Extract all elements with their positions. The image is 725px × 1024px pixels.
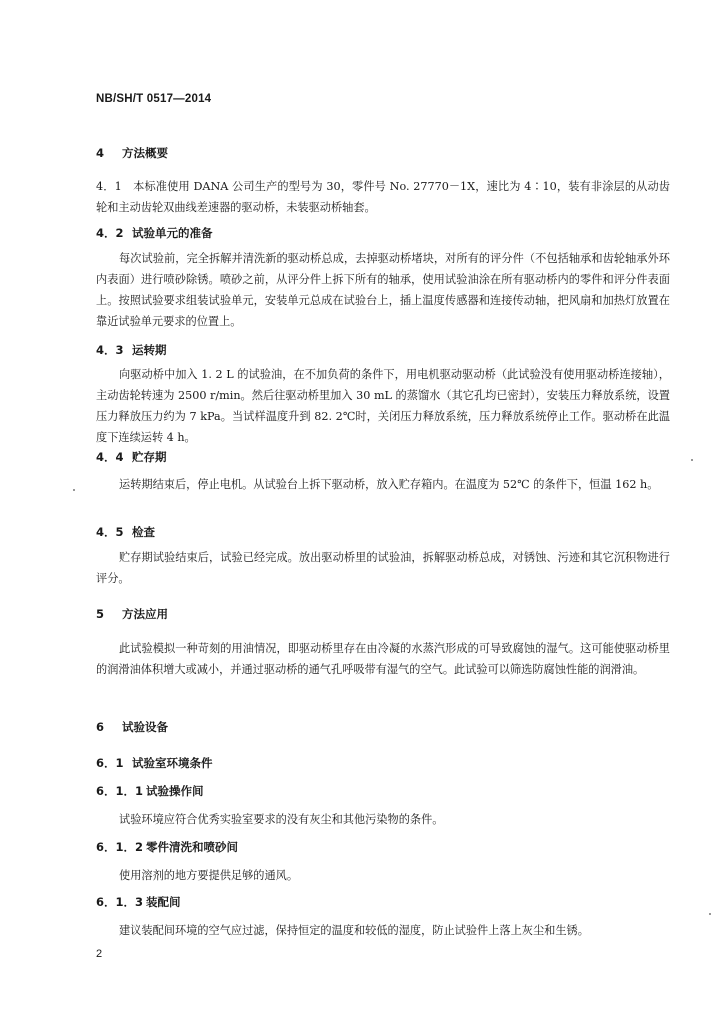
paragraph-6-1-2: 使用溶剂的地方要提供足够的通风。 bbox=[119, 869, 299, 882]
section-number: 4．2 bbox=[96, 226, 124, 240]
section-6-1-3-heading bbox=[96, 894, 181, 910]
section-4-4-heading bbox=[96, 449, 167, 465]
section-title: 试验室环境条件 bbox=[132, 756, 213, 770]
paragraph-6-1-3: 建议装配间环境的空气应过滤，保持恒定的温度和较低的湿度，防止试验件上落上灰尘和生锈。 bbox=[119, 924, 589, 937]
paragraph-4-1: 4．1 本标准使用 DANA 公司生产的型号为 30，零件号 No. 27770－1X，速比为 4∶10，装有非涂层的从动齿轮和主动齿轮双曲线差速器的驱动桥，未装驱动桥轴套。 bbox=[96, 180, 670, 214]
section-title: 装配间 bbox=[146, 895, 181, 909]
section-number: 6．1．3 bbox=[96, 895, 144, 909]
section-6-1-2-heading bbox=[96, 839, 238, 855]
paragraph-4-5: 贮存期试验结束后，试验已经完成。放出驱动桥里的试验油，拆解驱动桥总成，对锈蚀、污迹和其它沉积物进行评分。 bbox=[96, 551, 670, 585]
scan-speck bbox=[709, 913, 711, 915]
paragraph-4-2: 每次试验前，完全拆解并清洗新的驱动桥总成，去掉驱动桥堵块，对所有的评分件（不包括轴承和齿轮轴承外环内表面）进行喷砂除锈。喷砂之前，从评分件上拆下所有的轴承，使用试验油涂在所有驱动桥内的零件和评分件表面上。按照试验要求组装试验单元，安装单元总成在试验台上，插上温度传感器和连接传动轴，把风扇和加热灯放置在靠近试验单元要求的位置上。 bbox=[96, 252, 670, 328]
section-number: 6．1．2 bbox=[96, 840, 144, 854]
section-4-heading bbox=[96, 145, 168, 161]
scan-speck bbox=[73, 489, 75, 491]
section-5-heading bbox=[96, 606, 168, 622]
section-title: 运转期 bbox=[132, 343, 167, 357]
standard-number: NB/SH/T 0517—2014 bbox=[96, 93, 212, 105]
section-title: 零件清洗和喷砂间 bbox=[146, 840, 239, 854]
section-number: 4．5 bbox=[96, 525, 124, 539]
section-number: 4．3 bbox=[96, 343, 124, 357]
section-title: 方法概要 bbox=[122, 146, 169, 160]
section-number: 5 bbox=[96, 607, 105, 621]
section-6-1-1-heading bbox=[96, 783, 204, 799]
page-number: 2 bbox=[96, 948, 103, 960]
section-number: 6 bbox=[96, 720, 105, 734]
section-number: 6．1．1 bbox=[96, 784, 144, 798]
paragraph-4-3: 向驱动桥中加入 1. 2 L 的试验油，在不加负荷的条件下，用电机驱动驱动桥（此试验没有使用驱动桥连接轴），主动齿轮转速为 2500 r/min。然后往驱动桥里加入 30 mL 的蒸馏水（其它孔均已密封），安装压力释放系统，设置压力释放压力约为 7 kPa。当试样温度升到 82. 2℃时，关闭压力释放系统，压力释放系统停止工作。驱动桥在此温度下连续运转 4 h。 bbox=[96, 368, 670, 444]
section-number: 4．4 bbox=[96, 450, 124, 464]
section-4-3-heading bbox=[96, 342, 167, 358]
section-6-heading bbox=[96, 719, 168, 735]
paragraph-4-4: 运转期结束后，停止电机。从试验台上拆下驱动桥，放入贮存箱内。在温度为 52℃ 的条件下，恒温 162 h。 bbox=[119, 478, 659, 491]
paragraph-6-1-1: 试验环境应符合优秀实验室要求的没有灰尘和其他污染物的条件。 bbox=[119, 813, 444, 826]
section-6-1-heading bbox=[96, 755, 213, 771]
paragraph-5: 此试验模拟一种苛刻的用油情况，即驱动桥里存在由冷凝的水蒸汽形成的可导致腐蚀的湿气。这可能使驱动桥里的润滑油体积增大或减小，并通过驱动桥的通气孔呼吸带有湿气的空气。此试验可以筛选防腐蚀性能的润滑油。 bbox=[96, 642, 670, 676]
section-number: 6．1 bbox=[96, 756, 124, 770]
section-number: 4 bbox=[96, 146, 105, 160]
section-title: 方法应用 bbox=[122, 607, 169, 621]
section-title: 试验设备 bbox=[122, 720, 169, 734]
scan-speck bbox=[691, 459, 693, 461]
section-title: 检查 bbox=[132, 525, 156, 539]
section-title: 贮存期 bbox=[132, 450, 167, 464]
section-title: 试验单元的准备 bbox=[132, 226, 213, 240]
section-title: 试验操作间 bbox=[146, 784, 204, 798]
section-4-2-heading bbox=[96, 225, 213, 241]
section-4-5-heading bbox=[96, 524, 155, 540]
